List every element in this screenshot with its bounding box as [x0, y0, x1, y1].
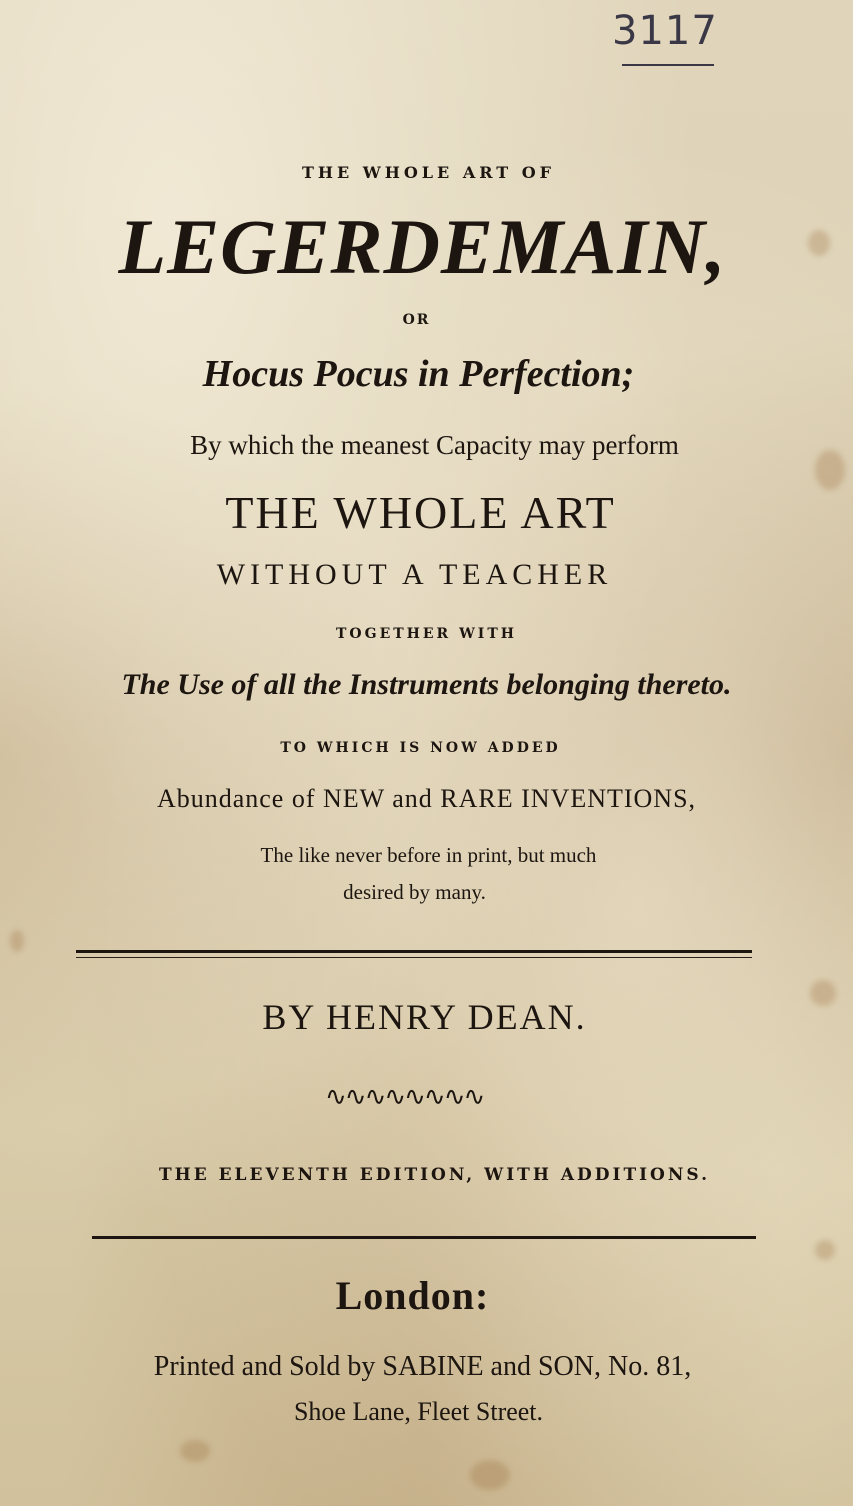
instruments-line: The Use of all the Instruments belonging thereto.	[121, 668, 732, 701]
abundance-line: Abundance of NEW and RARE INVENTIONS,	[156, 784, 697, 813]
desired-line: desired by many.	[343, 880, 486, 904]
together-with: TOGETHER WITH	[336, 626, 517, 642]
pre-title: THE WHOLE ART OF	[301, 163, 556, 182]
upper-double-rule	[76, 950, 752, 953]
printer-ornament-icon: ∿∿∿∿∿∿∿∿	[325, 1082, 484, 1112]
manuscript-number: 3117	[612, 8, 718, 54]
manuscript-underline	[622, 64, 714, 66]
imprint-city: London:	[335, 1273, 490, 1318]
description-line-2: THE WHOLE ART	[225, 487, 616, 538]
edition-line: THE ELEVENTH EDITION, WITH ADDITIONS.	[159, 1165, 710, 1185]
foxing-stain	[180, 1440, 210, 1462]
main-title: LEGERDEMAIN,	[118, 203, 727, 290]
to-which-line: TO WHICH IS NOW ADDED	[280, 740, 561, 756]
like-never-line: The like never before in print, but much	[260, 843, 597, 867]
lower-rule	[92, 1236, 756, 1239]
description-line-3: WITHOUT A TEACHER	[216, 558, 613, 591]
author-line: BY HENRY DEAN.	[262, 997, 587, 1037]
foxing-stain	[10, 930, 24, 952]
foxing-stain	[470, 1460, 510, 1490]
imprint-printer: Printed and Sold by SABINE and SON, No. 81,	[153, 1351, 692, 1382]
upper-double-rule-thin	[76, 957, 752, 958]
subtitle: Hocus Pocus in Perfection;	[202, 353, 635, 395]
imprint-address: Shoe Lane, Fleet Street.	[293, 1397, 544, 1426]
foxing-stain	[815, 1240, 835, 1260]
description-line-1: By which the meanest Capacity may perform	[190, 430, 679, 460]
or-connector: OR	[402, 312, 431, 328]
